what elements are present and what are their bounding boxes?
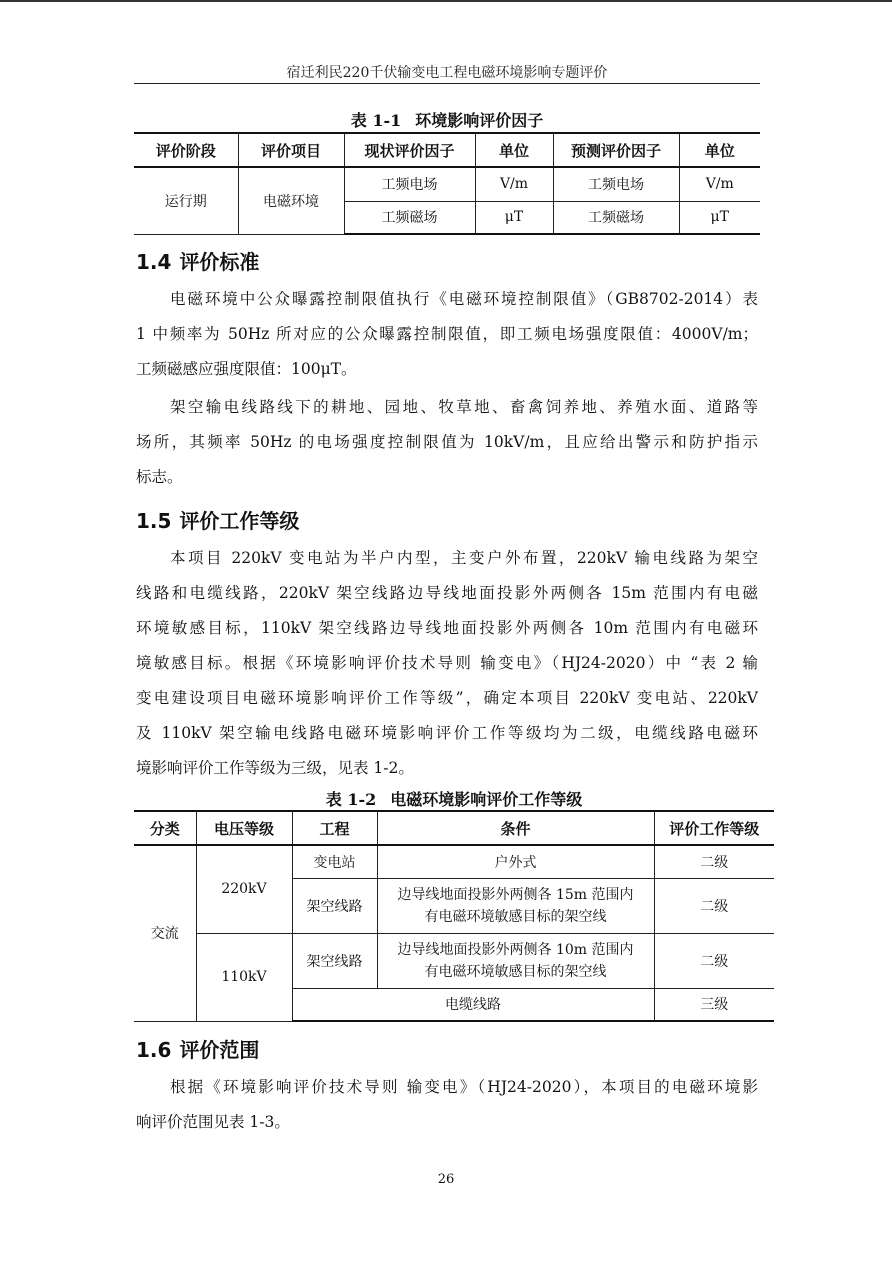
- condition-line: 边导线地面投影外两侧各 10m 范围内: [397, 941, 634, 958]
- item-cell: 电磁环境: [238, 167, 344, 234]
- predict-factor-cell: 工频磁场: [553, 201, 679, 234]
- column-header: 现状评价因子: [344, 133, 475, 167]
- text-line: 及 110kV 架空输电线路电磁环境影响评价工作等级均为二级，电缆线路电磁环: [136, 724, 758, 742]
- text-line: 本项目 220kV 变电站为半户内型，主变户外布置，220kV 输电线路为架空: [170, 549, 758, 567]
- paragraph: [136, 1070, 758, 1140]
- header-rule: [134, 83, 760, 84]
- text-line: 1 中频率为 50Hz 所对应的公众曝露控制限值，即工频电场强度限值：4000V/m；: [136, 325, 758, 343]
- section-title: 评价工作等级: [179, 509, 300, 533]
- column-header: 条件: [377, 811, 654, 845]
- text-line: 环境敏感目标，110kV 架空线路边导线地面投影外两侧各 10m 范围内有电磁环: [136, 619, 758, 637]
- text-line: 响评价范围见表 1-3。: [136, 1113, 290, 1131]
- condition-cell: 户外式: [377, 845, 654, 878]
- paragraph: [136, 390, 758, 495]
- current-factor-cell: 工频电场: [344, 167, 475, 201]
- section-number: 1.4: [136, 250, 172, 274]
- column-header: 电压等级: [196, 811, 292, 845]
- running-header: 宿迁利民220千伏输变电工程电磁环境影响专题评价: [286, 65, 608, 81]
- unit-cell: V/m: [475, 167, 553, 201]
- section-number: 1.6: [136, 1038, 172, 1062]
- column-header: 工程: [292, 811, 377, 845]
- top-border-line: [0, 0, 892, 2]
- column-header: 单位: [475, 133, 553, 167]
- table-title: 环境影响评价因子: [415, 111, 544, 130]
- voltage-cell: 220kV: [196, 845, 292, 933]
- text-line: 场所，其频率 50Hz 的电场强度控制限值为 10kV/m，且应给出警示和防护指示: [136, 433, 758, 451]
- section-number: 1.5: [136, 509, 172, 533]
- level-cell: 二级: [654, 845, 774, 878]
- column-header: 评价项目: [238, 133, 344, 167]
- table-row: [134, 167, 760, 201]
- project-cell: 架空线路: [292, 933, 377, 988]
- column-header: 评价阶段: [134, 133, 238, 167]
- category-cell: 交流: [134, 845, 196, 1021]
- unit-cell: μT: [475, 201, 553, 234]
- condition-line: 有电磁环境敏感目标的架空线: [424, 963, 607, 980]
- column-header: 分类: [134, 811, 196, 845]
- voltage-cell: 110kV: [196, 933, 292, 1021]
- level-cell: 二级: [654, 878, 774, 933]
- table-row: [134, 933, 774, 988]
- section-title: 评价范围: [179, 1038, 260, 1062]
- text-line: 根据《环境影响评价技术导则 输变电》（HJ24-2020），本项目的电磁环境影: [170, 1078, 758, 1096]
- table-1-2: [134, 810, 774, 1022]
- level-cell: 二级: [654, 933, 774, 988]
- condition-cell: [377, 878, 654, 933]
- project-cell: 架空线路: [292, 878, 377, 933]
- column-header: 单位: [679, 133, 760, 167]
- table-1-1: [134, 132, 760, 235]
- condition-cell: [377, 933, 654, 988]
- table-header-row: [134, 133, 760, 167]
- paragraph: [136, 282, 758, 387]
- section-title: 评价标准: [179, 250, 260, 274]
- table-1-1-caption: [134, 108, 760, 131]
- page-number: 26: [437, 1172, 455, 1187]
- column-header: 评价工作等级: [654, 811, 774, 845]
- condition-line: 有电磁环境敏感目标的架空线: [424, 908, 607, 925]
- table-row: [134, 845, 774, 878]
- level-cell: 三级: [654, 988, 774, 1021]
- project-cell: 变电站: [292, 845, 377, 878]
- condition-line: 边导线地面投影外两侧各 15m 范围内: [397, 886, 634, 903]
- table-number: 表 1-1: [350, 111, 402, 130]
- unit-cell: V/m: [679, 167, 760, 201]
- section-1-6-heading: [136, 1034, 259, 1063]
- table-title: 电磁环境影响评价工作等级: [390, 790, 583, 809]
- text-line: 线路和电缆线路，220kV 架空线路边导线地面投影外两侧各 15m 范围内有电磁: [136, 584, 758, 602]
- project-cell: 电缆线路: [292, 988, 654, 1021]
- table-number: 表 1-2: [325, 790, 377, 809]
- text-line: 境影响评价工作等级为三级，见表 1-2。: [136, 759, 414, 777]
- table-1-2-caption: [134, 787, 774, 810]
- text-line: 电磁环境中公众曝露控制限值执行《电磁环境控制限值》（GB8702-2014）表: [170, 290, 758, 308]
- predict-factor-cell: 工频电场: [553, 167, 679, 201]
- text-line: 架空输电线路线下的耕地、园地、牧草地、畜禽饲养地、养殖水面、道路等: [170, 398, 758, 416]
- text-line: 变电建设项目电磁环境影响评价工作等级”，确定本项目 220kV 变电站、220kV: [136, 689, 758, 707]
- table-header-row: [134, 811, 774, 845]
- section-1-4-heading: [136, 246, 259, 275]
- unit-cell: μT: [679, 201, 760, 234]
- text-line: 境敏感目标。根据《环境影响评价技术导则 输变电》（HJ24-2020）中 “表 2 输: [136, 654, 758, 672]
- text-line: 工频磁感应强度限值：100μT。: [136, 360, 357, 378]
- text-line: 标志。: [136, 468, 183, 486]
- current-factor-cell: 工频磁场: [344, 201, 475, 234]
- stage-cell: 运行期: [134, 167, 238, 234]
- column-header: 预测评价因子: [553, 133, 679, 167]
- section-1-5-heading: [136, 505, 299, 534]
- paragraph: [136, 541, 758, 786]
